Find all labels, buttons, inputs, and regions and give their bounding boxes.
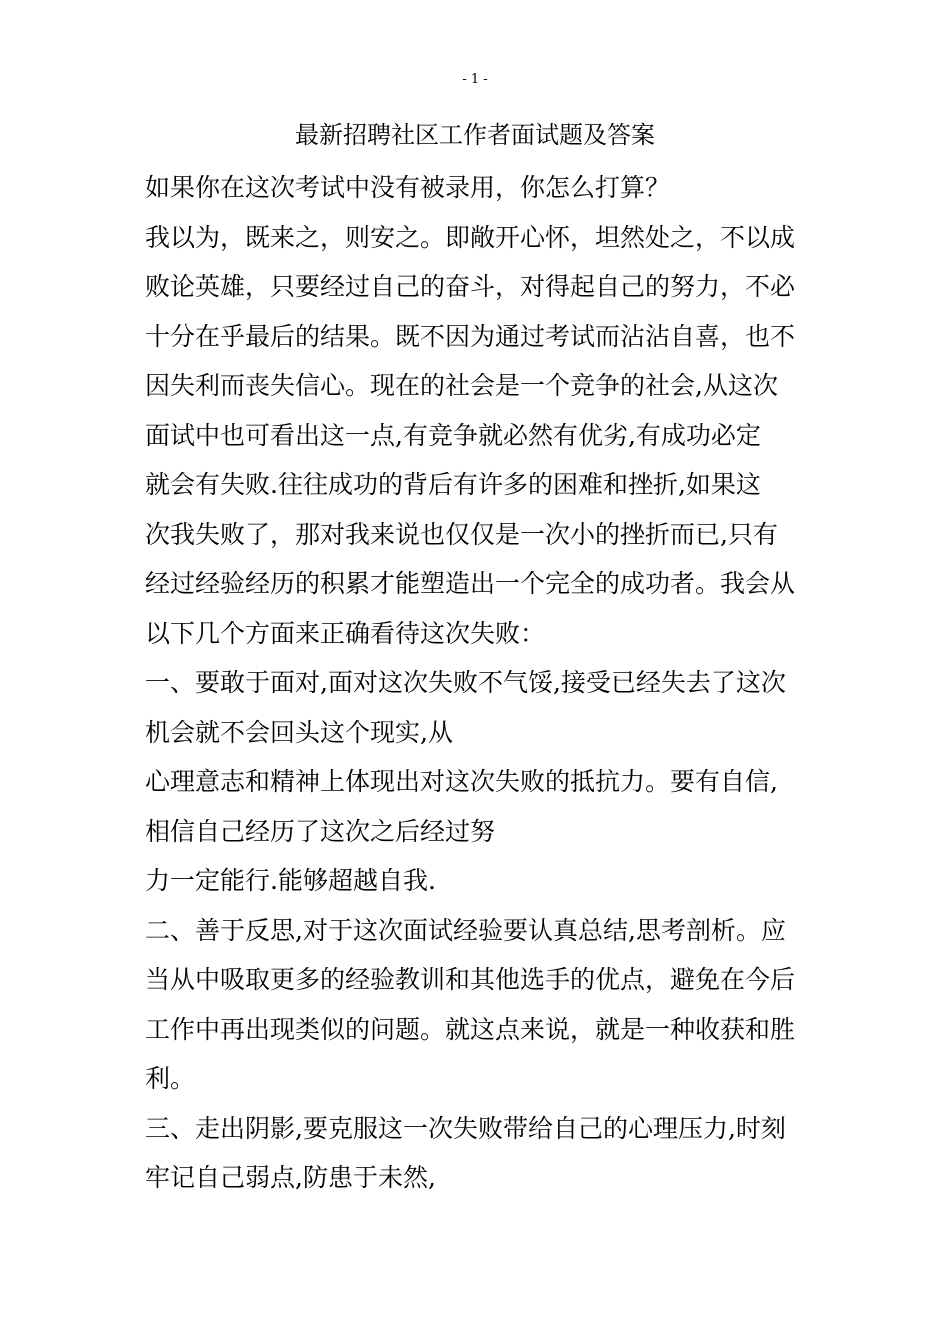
body-line: 经过经验经历的积累才能塑造出一个完全的成功者。我会从 (145, 569, 796, 598)
body-line: 力一定能行.能够超越自我. (145, 866, 436, 895)
body-line: 三、走出阴影,要克服这一次失败带给自己的心理压力,时刻 (145, 1113, 786, 1143)
body-line: 牢记自己弱点,防患于未然, (145, 1163, 436, 1192)
body-line: 工作中再出现类似的问题。就这点来说，就是一种收获和胜 (145, 1014, 796, 1044)
body-line: 一、要敢于面对,面对这次失败不气馁,接受已经失去了这次 (145, 668, 786, 697)
body-line: 心理意志和精神上体现出对这次失败的抵抗力。要有自信, (145, 767, 778, 796)
body-line: 就会有失败.往往成功的背后有许多的困难和挫折,如果这 (145, 470, 761, 499)
body-line: 当从中吸取更多的经验教训和其他选手的优点，避免在今后 (145, 965, 796, 994)
body-line: 利。 (145, 1064, 196, 1093)
document-title: 最新招聘社区工作者面试题及答案 (295, 121, 655, 149)
document-body (145, 163, 825, 1203)
body-line: 十分在乎最后的结果。既不因为通过考试而沾沾自喜，也不 (145, 321, 796, 351)
body-line: 因失利而丧失信心。现在的社会是一个竞争的社会,从这次 (145, 371, 778, 400)
body-line: 机会就不会回头这个现实,从 (145, 717, 453, 747)
page-number: - 1 - (462, 72, 488, 87)
body-line: 二、善于反思,对于这次面试经验要认真总结,思考剖析。应 (145, 915, 786, 945)
body-line: 败论英雄，只要经过自己的奋斗，对得起自己的努力，不必 (145, 272, 796, 301)
body-line: 相信自己经历了这次之后经过努 (145, 816, 496, 846)
body-line: 次我失败了，那对我来说也仅仅是一次小的挫折而已,只有 (145, 519, 778, 549)
body-line: 以下几个方面来正确看待这次失败： (145, 618, 546, 648)
body-line: 我以为，既来之，则安之。即敞开心怀，坦然处之，不以成 (145, 222, 796, 252)
body-line: 如果你在这次考试中没有被录用，你怎么打算？ (145, 173, 671, 202)
body-line: 面试中也可看出这一点,有竞争就必然有优劣,有成功必定 (145, 420, 761, 450)
